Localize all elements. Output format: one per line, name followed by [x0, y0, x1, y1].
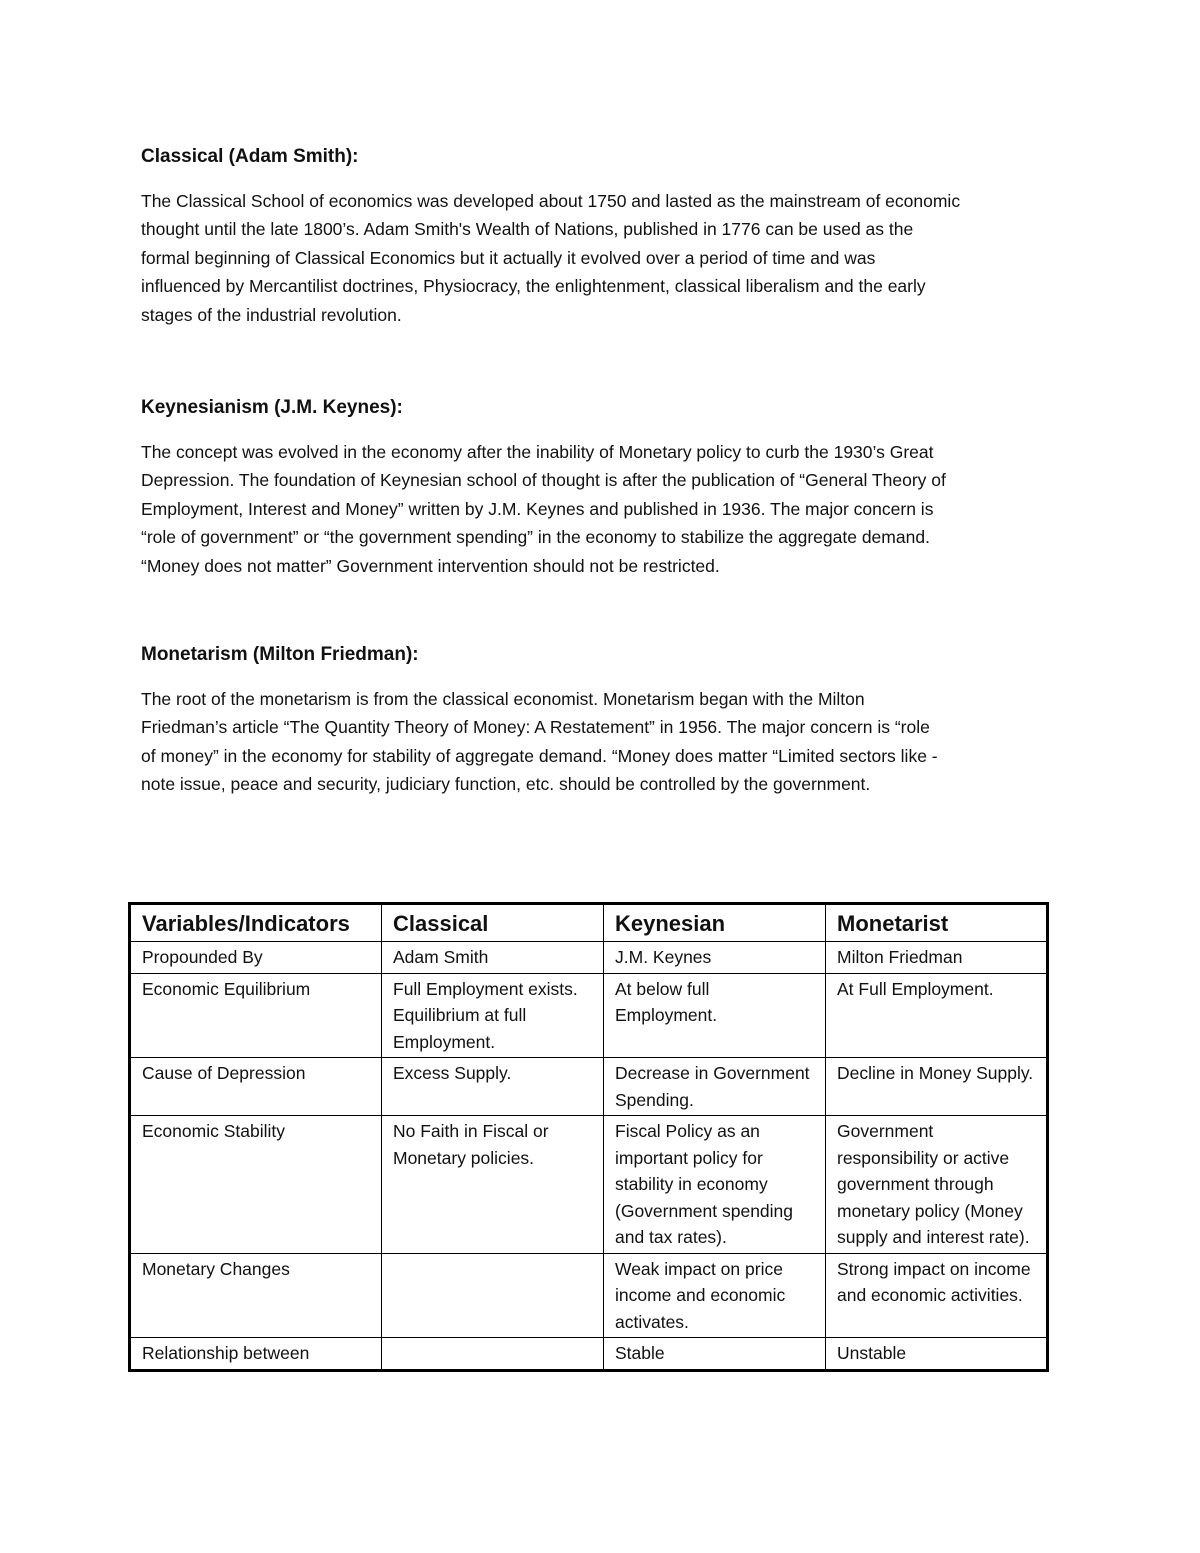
table-row [130, 942, 1048, 974]
table-cell: Strong impact on income and economic activities. [826, 1253, 1048, 1338]
paragraph-line: Employment, Interest and Money” written by J.M. Keynes and published in 1936. The major concern is [141, 498, 934, 519]
paragraph-line: “Money does not matter” Government intervention should not be restricted. [141, 555, 720, 576]
paragraph-line: Depression. The foundation of Keynesian school of thought is after the publication of “General Theory of [141, 470, 946, 491]
table-cell: Government responsibility or active government through monetary policy (Money supply and interest rate). [826, 1116, 1048, 1254]
paragraph-line: The Classical School of economics was developed about 1750 and lasted as the mainstream of economic [141, 191, 961, 211]
paragraph-line: stages of the industrial revolution. [141, 304, 402, 325]
table-cell: Full Employment exists. Equilibrium at full Employment. [382, 973, 604, 1058]
section-paragraph [141, 438, 1071, 580]
paragraph-line: The concept was evolved in the economy after the inability of Monetary policy to curb the 1930’s Great [141, 442, 934, 462]
table-cell: Economic Equilibrium [130, 973, 382, 1058]
table-header-row [130, 904, 1048, 942]
table-row [130, 1338, 1048, 1371]
table-cell [382, 1253, 604, 1338]
section-keynesianism [141, 396, 1071, 580]
section-heading: Monetarism (Milton Friedman): [141, 644, 419, 665]
paragraph-line: formal beginning of Classical Economics but it actually it evolved over a period of time and was [141, 247, 876, 268]
paragraph-line: of money” in the economy for stability of aggregate demand. “Money does matter “Limited sectors like - [141, 745, 938, 766]
table-cell: Excess Supply. [382, 1058, 604, 1116]
table-cell: Milton Friedman [826, 942, 1048, 974]
table-cell: Cause of Depression [130, 1058, 382, 1116]
table-cell: Decrease in Government Spending. [604, 1058, 826, 1116]
table-cell: Economic Stability [130, 1116, 382, 1254]
table-cell: No Faith in Fiscal or Monetary policies. [382, 1116, 604, 1254]
table-row [130, 1116, 1048, 1254]
table-cell: Unstable [826, 1338, 1048, 1371]
table-row [130, 973, 1048, 1058]
section-heading: Keynesianism (J.M. Keynes): [141, 397, 403, 418]
paragraph-line: Friedman’s article “The Quantity Theory of Money: A Restatement” in 1956. The major concern is “role [141, 717, 930, 738]
column-header: Variables/Indicators [130, 904, 382, 942]
paragraph-line: thought until the late 1800’s. Adam Smith's Wealth of Nations, published in 1776 can be used as the [141, 219, 914, 240]
table-cell: Stable [604, 1338, 826, 1371]
column-header: Classical [382, 904, 604, 942]
paragraph-line: influenced by Mercantilist doctrines, Physiocracy, the enlightenment, classical liberalism and the early [141, 276, 926, 297]
paragraph-line: note issue, peace and security, judiciary function, etc. should be controlled by the government. [141, 774, 871, 795]
table-cell [382, 1338, 604, 1371]
comparison-table [128, 902, 1049, 1372]
table-cell: J.M. Keynes [604, 942, 826, 974]
paragraph-line: The root of the monetarism is from the classical economist. Monetarism began with the Milton [141, 689, 865, 709]
column-header: Monetarist [826, 904, 1048, 942]
table-row [130, 1253, 1048, 1338]
column-header: Keynesian [604, 904, 826, 942]
table-cell: At below full Employment. [604, 973, 826, 1058]
table-row [130, 1058, 1048, 1116]
section-classical [141, 145, 1071, 329]
table-cell: At Full Employment. [826, 973, 1048, 1058]
section-paragraph [141, 685, 1071, 799]
paragraph-line: “role of government” or “the government spending” in the economy to stabilize the aggregate demand. [141, 527, 930, 548]
table-cell: Fiscal Policy as an important policy for stability in economy (Government spending and tax rates). [604, 1116, 826, 1254]
table-cell: Relationship between [130, 1338, 382, 1371]
section-paragraph [141, 187, 1071, 329]
table-cell: Propounded By [130, 942, 382, 974]
table-cell: Decline in Money Supply. [826, 1058, 1048, 1116]
table-cell: Weak impact on price income and economic activates. [604, 1253, 826, 1338]
table-cell: Monetary Changes [130, 1253, 382, 1338]
table-cell: Adam Smith [382, 942, 604, 974]
section-monetarism [141, 643, 1071, 799]
section-heading: Classical (Adam Smith): [141, 146, 359, 167]
